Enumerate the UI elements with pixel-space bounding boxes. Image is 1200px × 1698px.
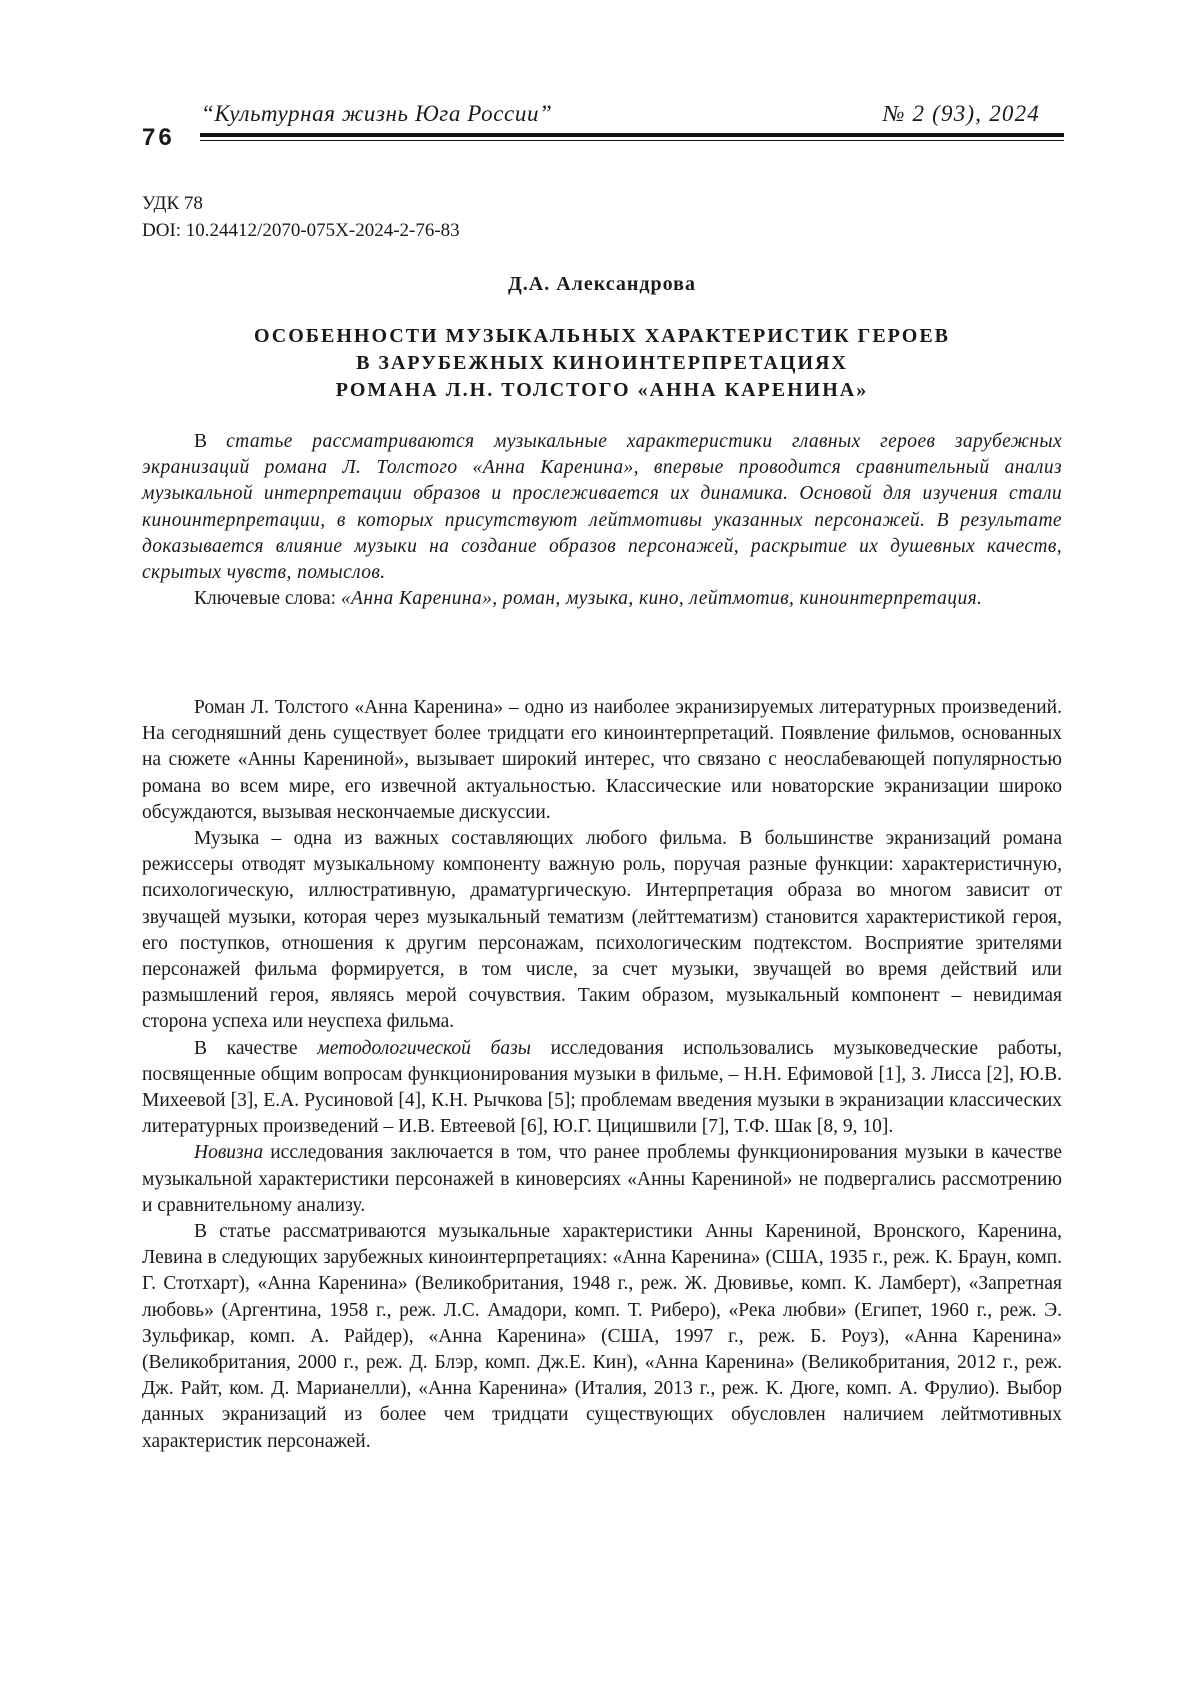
issue-number: № 2 (93), 2024 xyxy=(883,101,1040,127)
doi: DOI: 10.24412/2070-075X-2024-2-76-83 xyxy=(142,220,460,242)
title-line-1: ОСОБЕННОСТИ МУЗЫКАЛЬНЫХ ХАРАКТЕРИСТИК ГЕРОЕВ xyxy=(142,323,1062,350)
udk-code: УДК 78 xyxy=(142,193,203,215)
abstract xyxy=(142,429,1062,612)
keywords-list: «Анна Каренина», роман, музыка, кино, лейтмотив, киноинтерпретация. xyxy=(341,588,982,609)
abstract-lead: В xyxy=(194,431,207,452)
keywords-label: Ключевые слова: xyxy=(194,588,336,609)
paragraph-3 xyxy=(142,1036,1062,1141)
journal-page xyxy=(0,0,1200,1698)
article-body xyxy=(142,695,1062,1455)
header-rule-thin xyxy=(200,140,1064,141)
paragraph-4 xyxy=(142,1140,1062,1219)
title-line-3: РОМАНА Л.Н. ТОЛСТОГО «АННА КАРЕНИНА» xyxy=(142,377,1062,404)
journal-title: “Культурная жизнь Юга России” xyxy=(201,101,552,127)
paragraph-3-rest: исследования использовались музыковедческие работы, посвященные общим вопросам функционирования музыки в фильме, – Н.Н. Ефимовой [1], З. Лисса [2], Ю.В. Михеевой [3], Е.А. Русиновой [4], К.Н. Рычкова [5]; проблемам введения музыки в экранизации классических литературных произведений – И.В. Евтеевой [6], Ю.Г. Цицишвили [7], Т.Ф. Шак [8, 9, 10]. xyxy=(142,1038,1062,1138)
author-name: Д.А. Александрова xyxy=(142,273,1062,296)
title-line-2: В ЗАРУБЕЖНЫХ КИНОИНТЕРПРЕТАЦИЯХ xyxy=(142,350,1062,377)
novelty-term: Новизна xyxy=(194,1142,263,1163)
abstract-body: статье рассматриваются музыкальные характеристики главных героев зарубежных экранизаций романа Л. Толстого «Анна Каренина», впервые проводится сравнительный анализ музыкальной интерпретации образов и прослеживается их динамика. Основой для изучения стали киноинтерпретации, в которых присутствуют лейтмотивы указанных персонажей. В результате доказывается влияние музыки на создание образов персонажей, раскрытие их душевных качеств, скрытых чувств, помыслов. xyxy=(142,431,1062,583)
methodology-term: методологической базы xyxy=(317,1038,531,1059)
paragraph-4-rest: исследования заключается в том, что ранее проблемы функционирования музыки в качестве музыкальной характеристики персонажей в киноверсиях «Анны Карениной» не подвергались рассмотрению и сравнительному анализу. xyxy=(142,1142,1062,1215)
header-rule-thick xyxy=(200,133,1064,137)
paragraph-5: В статье рассматриваются музыкальные характеристики Анны Карениной, Вронского, Каренина, Левина в следующих зарубежных киноинтерпретациях: «Анна Каренина» (США, 1935 г., реж. К. Браун, комп. Г. Стотхарт), «Анна Каренина» (Великобритания, 1948 г., реж. Ж. Дювивье, комп. К. Ламберт), «Запретная любовь» (Аргентина, 1958 г., реж. Л.С. Амадори, комп. Т. Риберо), «Река любви» (Египет, 1960 г., реж. Э. Зульфикар, комп. А. Райдер), «Анна Каренина» (США, 1997 г., реж. Б. Роуз), «Анна Каренина» (Великобритания, 2000 г., реж. Д. Блэр, комп. Дж.Е. Кин), «Анна Каренина» (Великобритания, 2012 г., реж. Дж. Райт, ком. Д. Марианелли), «Анна Каренина» (Италия, 2013 г., реж. К. Дюге, комп. А. Фрулио). Выбор данных экранизаций из более чем тридцати существующих обусловлен наличием лейтмотивных характеристик персонажей. xyxy=(142,1219,1062,1455)
page-number: 76 xyxy=(142,124,175,152)
abstract-text xyxy=(142,429,1062,586)
keywords xyxy=(142,586,1062,612)
paragraph-2: Музыка – одна из важных составляющих любого фильма. В большинстве экранизаций романа режиссеры отводят музыкальному компоненту важную роль, поручая разные функции: характеристичную, психологическую, иллюстративную, драматургическую. Интерпретация образа во многом зависит от звучащей музыки, которая через музыкальный тематизм (лейттематизм) становится характеристикой героя, его поступков, отношения к другим персонажам, психологическим подтекстом. Восприятие зрителями персонажей фильма формируется, в том числе, за счет музыки, звучащей во время действий или размышлений героя, являясь мерой сочувствия. Таким образом, музыкальный компонент – невидимая сторона успеха или неуспеха фильма. xyxy=(142,826,1062,1036)
paragraph-3-start: В качестве xyxy=(194,1038,298,1059)
article-title xyxy=(142,323,1062,404)
paragraph-1: Роман Л. Толстого «Анна Каренина» – одно из наиболее экранизируемых литературных произведений. На сегодняшний день существует более тридцати его киноинтерпретаций. Появление фильмов, основанных на сюжете «Анны Карениной», вызывает широкий интерес, что связано с неослабевающей популярностью романа во всем мире, его извечной актуальностью. Классические или новаторские экранизации широко обсуждаются, вызывая нескончаемые дискуссии. xyxy=(142,695,1062,826)
